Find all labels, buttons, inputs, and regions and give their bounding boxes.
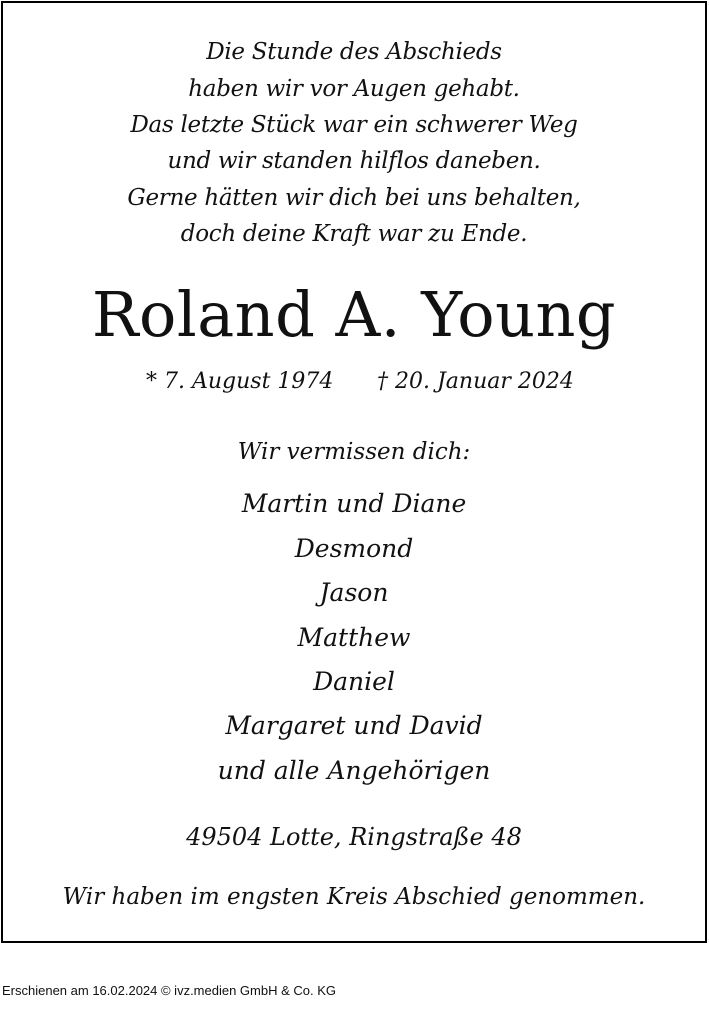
poem-line: doch deine Kraft war zu Ende. (180, 221, 528, 247)
address: 49504 Lotte, Ringstraße 48 (186, 823, 522, 851)
mourner-name: Jason (319, 578, 389, 607)
poem-line: Das letzte Stück war ein schwerer Weg (130, 112, 578, 138)
publication-footer: Erschienen am 16.02.2024 © ivz.medien GmbH & Co. KG (2, 983, 337, 998)
birth-date: * 7. August 1974 (146, 369, 334, 394)
poem-line: und wir standen hilflos daneben. (167, 148, 541, 174)
mourner-name: Martin und Diane (241, 489, 467, 518)
closing-text: Wir haben im engsten Kreis Abschied genommen. (62, 884, 646, 910)
mourner-name: Matthew (297, 623, 411, 652)
obituary-notice (1, 1, 707, 943)
mourner-name: und alle Angehörigen (217, 756, 491, 785)
mourner-name: Desmond (294, 534, 414, 563)
death-date: † 20. Januar 2024 (377, 369, 574, 394)
poem-line: haben wir vor Augen gehabt. (188, 76, 520, 102)
mourners-intro: Wir vermissen dich: (237, 439, 471, 465)
mourner-name: Margaret und David (225, 711, 483, 740)
deceased-name: Roland A. Young (91, 278, 617, 351)
poem-line: Gerne hätten wir dich bei uns behalten, (127, 185, 581, 211)
mourner-name: Daniel (313, 667, 395, 696)
poem-line: Die Stunde des Abschieds (206, 39, 502, 65)
